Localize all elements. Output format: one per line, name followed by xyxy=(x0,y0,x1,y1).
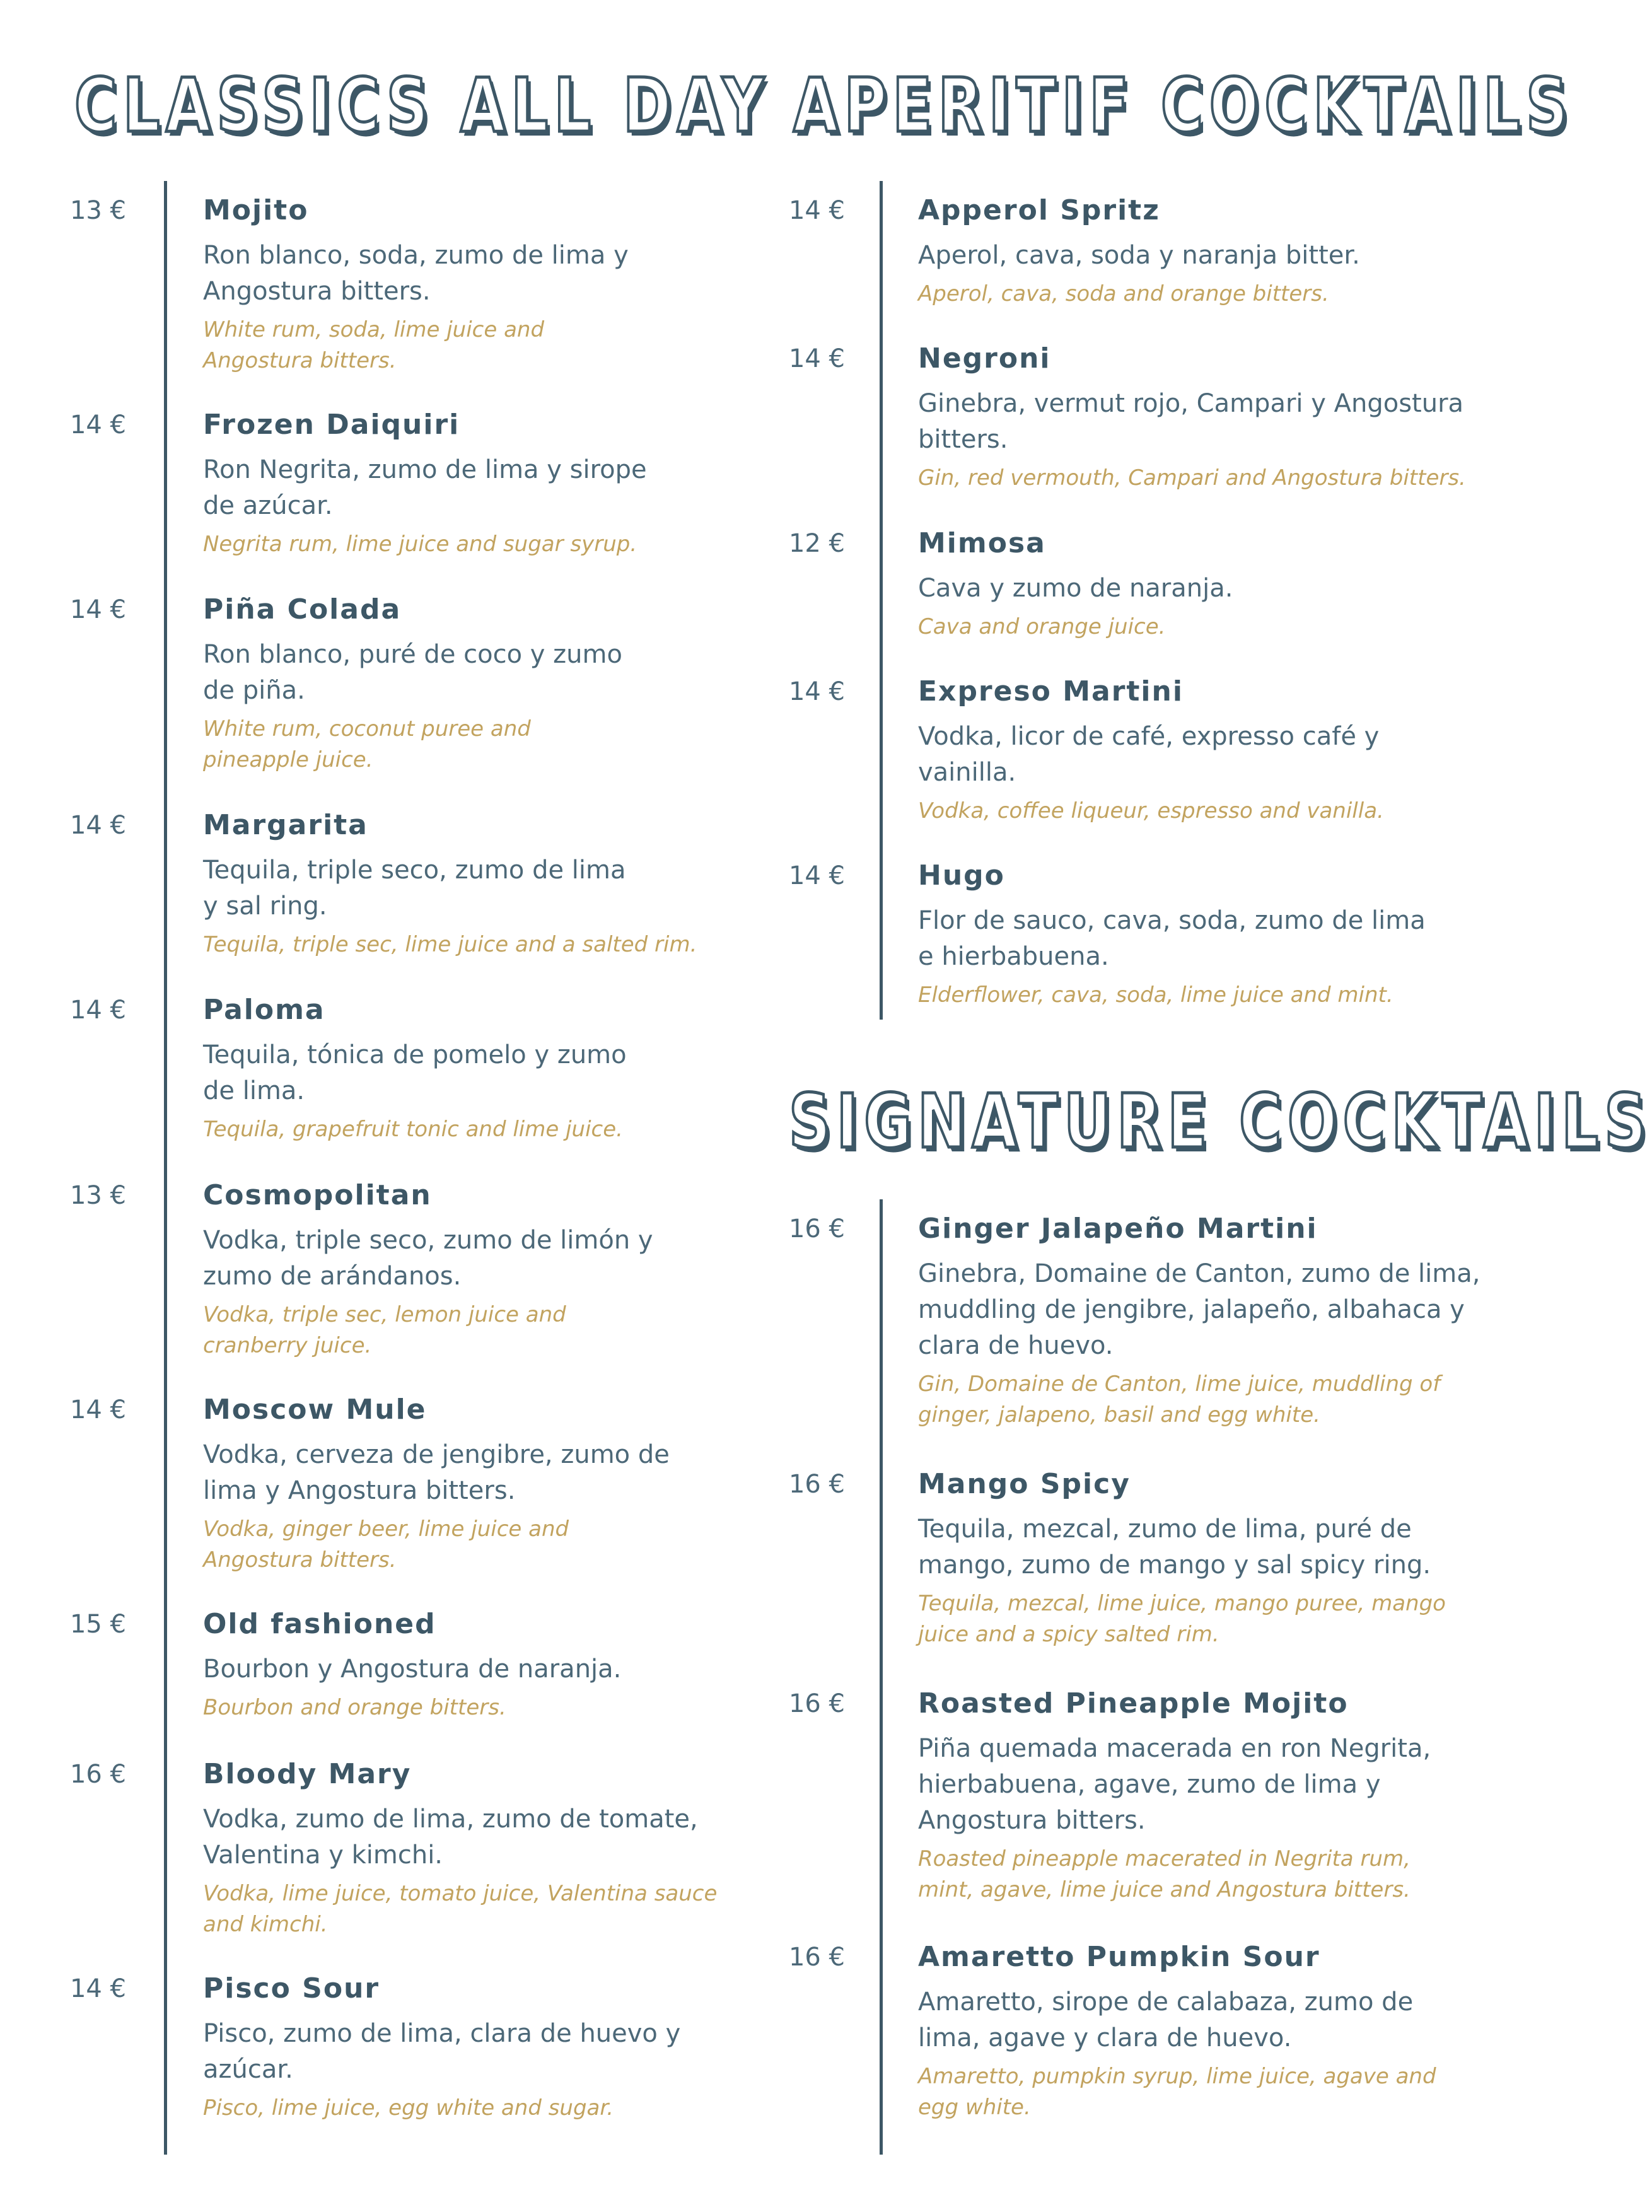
item-description-en: Gin, red vermouth, Campari and Angostura bitters. xyxy=(918,465,1466,491)
item-description-en: Negrita rum, lime juice and sugar syrup. xyxy=(203,532,637,557)
item-name: Margarita xyxy=(203,809,368,841)
item-description-es: Tequila, triple seco, zumo de lima xyxy=(203,856,626,885)
item-description-en: juice and a spicy salted rim. xyxy=(918,1622,1219,1647)
section-title-aperitif: APERITIF COCKTAILS xyxy=(793,62,1574,149)
item-description-es: Vodka, cerveza de jengibre, zumo de xyxy=(203,1440,670,1469)
item-description-es: clara de huevo. xyxy=(918,1331,1114,1360)
item-name: Negroni xyxy=(918,342,1051,375)
item-name: Bloody Mary xyxy=(203,1758,412,1790)
item-description-es: de azúcar. xyxy=(203,491,333,520)
item-description-es: Bourbon y Angostura de naranja. xyxy=(203,1655,622,1684)
item-description-es: Vodka, zumo de lima, zumo de tomate, xyxy=(203,1805,698,1834)
item-description-en: Roasted pineapple macerated in Negrita rum, xyxy=(918,1846,1411,1871)
item-name: Roasted Pineapple Mojito xyxy=(918,1687,1349,1720)
item-name: Mango Spicy xyxy=(918,1468,1131,1500)
item-name: Paloma xyxy=(203,994,325,1026)
item-name: Frozen Daiquiri xyxy=(203,409,460,441)
item-name: Mojito xyxy=(203,194,309,226)
item-description-es: azúcar. xyxy=(203,2055,293,2084)
item-description-en: White rum, soda, lime juice and xyxy=(203,317,545,342)
item-price: 14 € xyxy=(788,677,845,706)
item-description-en: Tequila, grapefruit tonic and lime juice. xyxy=(203,1117,623,1142)
item-description-en: Bourbon and orange bitters. xyxy=(203,1695,506,1720)
signature-divider-line xyxy=(880,1199,883,2155)
item-description-es: de lima. xyxy=(203,1076,305,1105)
item-description-en: Tequila, mezcal, lime juice, mango puree, mango xyxy=(918,1591,1446,1616)
item-description-en: Vodka, lime juice, tomato juice, Valentina sauce xyxy=(203,1881,718,1906)
item-name: Hugo xyxy=(918,859,1005,892)
item-description-es: Ron blanco, soda, zumo de lima y xyxy=(203,241,629,270)
item-price: 14 € xyxy=(69,996,126,1025)
item-description-en: White rum, coconut puree and xyxy=(203,716,531,742)
item-description-en: cranberry juice. xyxy=(203,1333,372,1358)
signature-list xyxy=(782,1199,1564,2155)
item-description-es: bitters. xyxy=(918,425,1008,454)
item-description-es: vainilla. xyxy=(918,758,1016,787)
section-title-classics: CLASSICS ALL DAY xyxy=(74,62,771,149)
item-name: Old fashioned xyxy=(203,1608,436,1640)
item-name: Moscow Mule xyxy=(203,1394,427,1426)
item-price: 16 € xyxy=(788,1689,845,1718)
item-description-es: Ginebra, Domaine de Canton, zumo de lima, xyxy=(918,1259,1480,1288)
item-description-en: Angostura bitters. xyxy=(203,1547,397,1573)
item-description-en: and kimchi. xyxy=(203,1912,328,1937)
item-name: Apperol Spritz xyxy=(918,194,1160,226)
item-description-es: lima y Angostura bitters. xyxy=(203,1476,516,1505)
item-description-es: Flor de sauco, cava, soda, zumo de lima xyxy=(918,906,1426,935)
item-description-es: Cava y zumo de naranja. xyxy=(918,574,1233,603)
item-price: 16 € xyxy=(788,1214,845,1243)
item-description-es: Ron Negrita, zumo de lima y sirope xyxy=(203,455,647,484)
item-price: 14 € xyxy=(69,595,126,624)
item-description-es: e hierbabuena. xyxy=(918,942,1109,971)
item-price: 14 € xyxy=(69,1395,126,1424)
item-description-es: muddling de jengibre, jalapeño, albahaca y xyxy=(918,1295,1465,1324)
item-price: 15 € xyxy=(69,1610,126,1639)
item-price: 12 € xyxy=(788,529,845,558)
item-description-es: Amaretto, sirope de calabaza, zumo de xyxy=(918,1988,1414,2017)
item-price: 13 € xyxy=(69,196,126,225)
section-title-signature: SIGNATURE COCKTAILS xyxy=(789,1078,1652,1165)
item-description-es: de piña. xyxy=(203,676,305,705)
item-description-en: ginger, jalapeno, basil and egg white. xyxy=(918,1402,1320,1428)
item-price: 14 € xyxy=(69,811,126,840)
item-description-es: Ron blanco, puré de coco y zumo xyxy=(203,640,622,669)
item-description-en: Pisco, lime juice, egg white and sugar. xyxy=(203,2095,614,2121)
item-price: 14 € xyxy=(788,196,845,225)
item-price: 14 € xyxy=(69,410,126,439)
item-description-en: Aperol, cava, soda and orange bitters. xyxy=(918,281,1329,306)
item-price: 13 € xyxy=(69,1181,126,1210)
item-description-es: Tequila, mezcal, zumo de lima, puré de xyxy=(918,1515,1412,1544)
item-description-es: lima, agave y clara de huevo. xyxy=(918,2023,1292,2052)
item-description-es: Tequila, tónica de pomelo y zumo xyxy=(203,1040,627,1069)
item-description-es: Angostura bitters. xyxy=(918,1806,1146,1835)
item-name: Mimosa xyxy=(918,527,1046,559)
classics-list xyxy=(63,181,782,2155)
item-price: 16 € xyxy=(788,1943,845,1972)
item-price: 16 € xyxy=(788,1470,845,1499)
item-description-en: Vodka, triple sec, lemon juice and xyxy=(203,1302,566,1327)
item-description-en: Elderflower, cava, soda, lime juice and mint. xyxy=(918,982,1393,1008)
item-name: Cosmopolitan xyxy=(203,1179,432,1211)
item-name: Pisco Sour xyxy=(203,1972,380,2005)
item-description-en: Amaretto, pumpkin syrup, lime juice, agave and xyxy=(918,2064,1436,2089)
item-description-es: Vodka, licor de café, expresso café y xyxy=(918,722,1380,751)
item-name: Piña Colada xyxy=(203,593,402,626)
item-description-en: Tequila, triple sec, lime juice and a salted rim. xyxy=(203,932,697,957)
item-description-es: hierbabuena, agave, zumo de lima y xyxy=(918,1770,1381,1799)
item-description-es: Valentina y kimchi. xyxy=(203,1841,443,1870)
item-description-en: Angostura bitters. xyxy=(203,348,397,373)
item-name: Expreso Martini xyxy=(918,675,1184,707)
item-price: 14 € xyxy=(788,861,845,890)
item-name: Amaretto Pumpkin Sour xyxy=(918,1941,1320,1973)
item-description-en: Gin, Domaine de Canton, lime juice, muddling of xyxy=(918,1371,1441,1397)
item-description-es: Aperol, cava, soda y naranja bitter. xyxy=(918,241,1360,270)
item-description-es: Pisco, zumo de lima, clara de huevo y xyxy=(203,2019,681,2048)
item-description-es: Angostura bitters. xyxy=(203,277,431,306)
item-description-en: Cava and orange juice. xyxy=(918,614,1166,639)
item-description-en: Vodka, ginger beer, lime juice and xyxy=(203,1516,569,1542)
item-description-en: mint, agave, lime juice and Angostura bitters. xyxy=(918,1877,1411,1902)
item-name: Ginger Jalapeño Martini xyxy=(918,1213,1318,1245)
aperitif-list xyxy=(782,181,1564,1020)
item-description-en: pineapple juice. xyxy=(203,747,373,772)
item-description-es: mango, zumo de mango y sal spicy ring. xyxy=(918,1551,1431,1580)
item-description-es: zumo de arándanos. xyxy=(203,1262,462,1291)
item-description-en: Vodka, coffee liqueur, espresso and vanilla. xyxy=(918,798,1384,824)
item-price: 14 € xyxy=(788,344,845,373)
classics-divider-line xyxy=(164,181,167,2155)
aperitif-divider-line xyxy=(880,181,883,1020)
item-description-es: y sal ring. xyxy=(203,892,327,921)
item-price: 16 € xyxy=(69,1760,126,1789)
item-description-en: egg white. xyxy=(918,2095,1031,2120)
item-description-es: Vodka, triple seco, zumo de limón y xyxy=(203,1226,653,1255)
item-description-es: Piña quemada macerada en ron Negrita, xyxy=(918,1734,1431,1763)
item-description-es: Ginebra, vermut rojo, Campari y Angostura xyxy=(918,389,1464,418)
item-price: 14 € xyxy=(69,1974,126,2003)
